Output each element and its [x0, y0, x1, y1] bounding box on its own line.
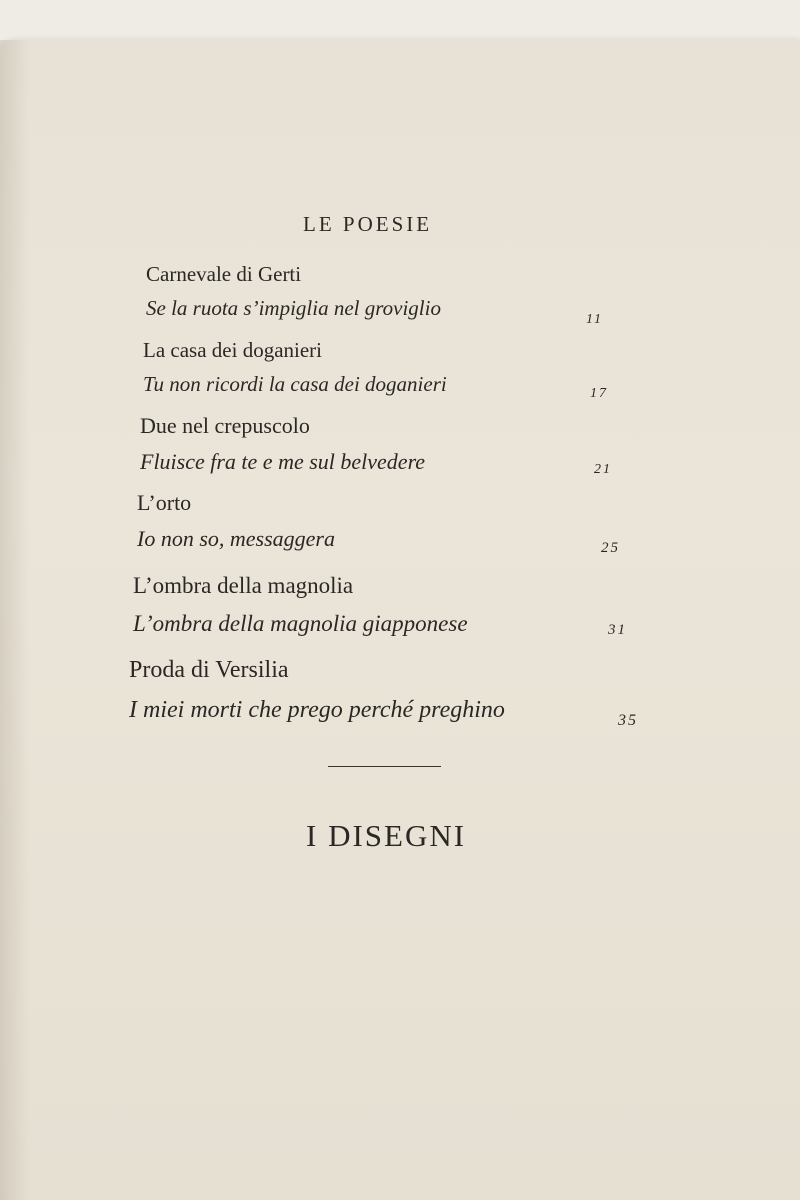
entry-title: Carnevale di Gerti	[146, 262, 302, 286]
entry-incipit: I miei morti che prego perché preghino	[129, 697, 505, 723]
section-heading-disegni: I DISEGNI	[306, 818, 467, 853]
entry-title: La casa dei doganieri	[143, 338, 322, 362]
entry-title: L’orto	[137, 490, 192, 515]
entry-title: L’ombra della magnolia	[133, 573, 354, 598]
entry-page-number: 11	[586, 312, 603, 327]
entry-title: Proda di Versilia	[129, 657, 289, 683]
entry-incipit: Tu non ricordi la casa dei doganieri	[143, 372, 447, 396]
entry-title: Due nel crepuscolo	[140, 413, 310, 438]
entry-page-number: 31	[608, 622, 627, 638]
entry-page-number: 25	[601, 540, 620, 556]
entry-page-number: 21	[594, 462, 612, 477]
entry-incipit: Se la ruota s’impiglia nel groviglio	[146, 296, 441, 320]
entry-incipit: Fluisce fra te e me sul belvedere	[140, 449, 426, 474]
entry-incipit: L’ombra della magnolia giapponese	[133, 611, 468, 636]
section-heading-poesie: LE POESIE	[303, 212, 433, 236]
section-divider	[328, 766, 441, 767]
entry-page-number: 17	[590, 386, 608, 401]
entry-incipit: Io non so, messaggera	[137, 526, 335, 551]
entry-page-number: 35	[618, 712, 638, 729]
